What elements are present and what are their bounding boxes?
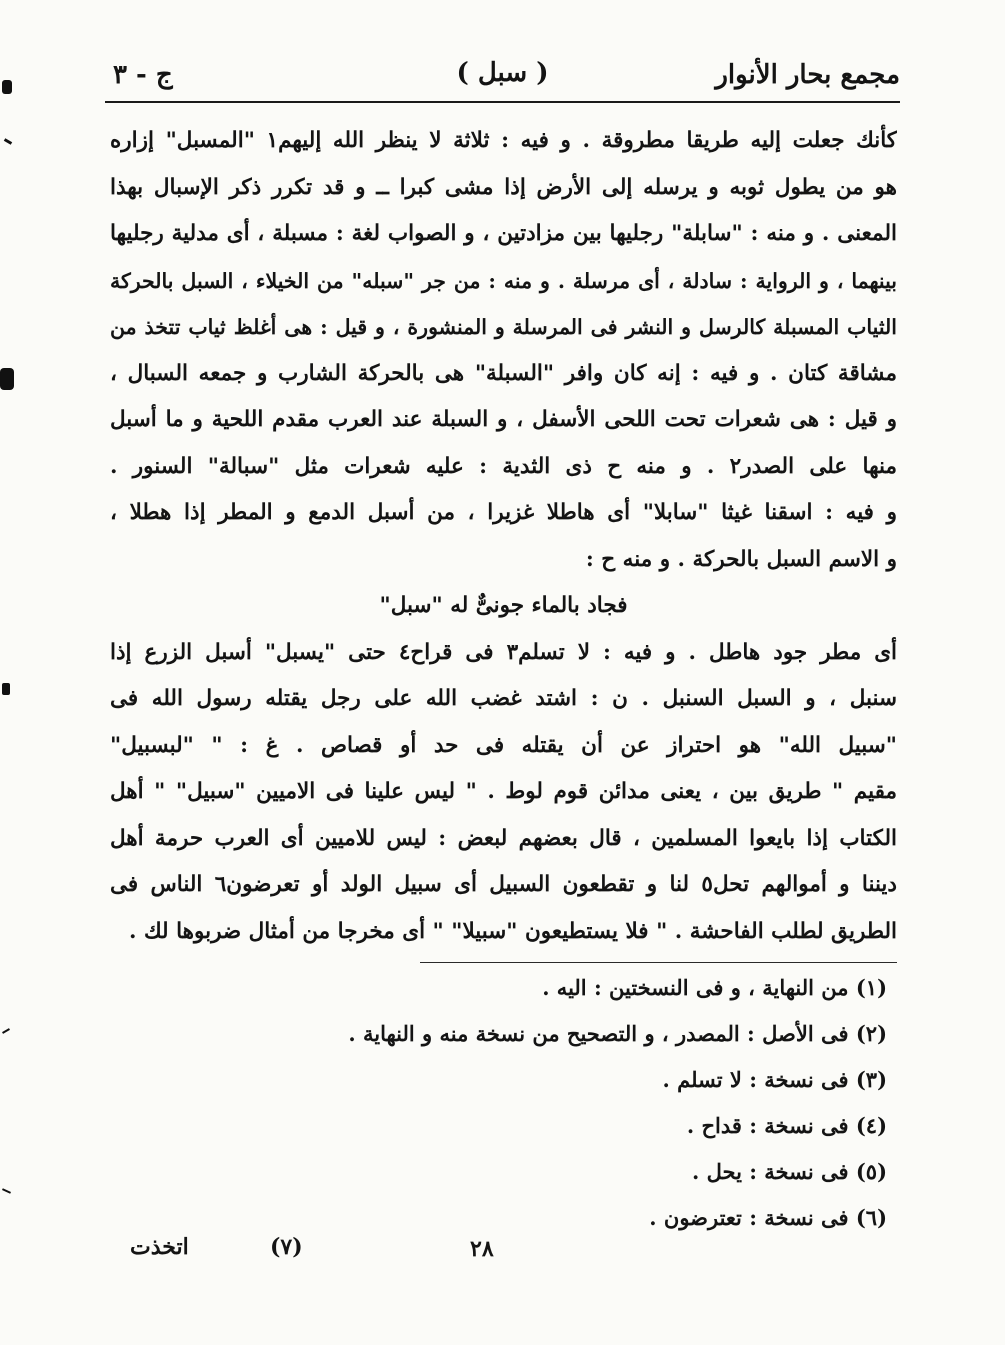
text-line: منها على الصدر٢ . و منه ح ذى الثدية : عليه شعرات مثل "سبالة" السنور . (110, 453, 897, 479)
text-line: و الاسم السبل بالحركة . و منه ح : (585, 546, 897, 572)
margin-mark (0, 368, 14, 390)
text-line: "سبيل الله" هو احتراز عن أن يقتله فى حد أو قصاص . غ : " "لبسبيل" (110, 732, 897, 758)
signature-mark: (٧) (270, 1234, 303, 1260)
text-line: الطريق لطلب الفاحشة . " فلا يستطيعون "سبيلا" " أى مخرجا من أمثال ضربوها لك . (128, 918, 897, 944)
text-line: أى مطر جود هاطل . و فيه : لا تسلم٣ فى قراح٤ حتى "يسبل" أسبل الزرع إذا (110, 639, 897, 665)
margin-mark (2, 1188, 11, 1194)
text-line: هو من يطول ثوبه و يرسله إلى الأرض إذا مشى كبرا ــ و قد تكرر ذكر الإسبال بهذا (110, 174, 897, 200)
main-text (110, 118, 897, 955)
text-line: المعنى . و منه : "سابلة" رجليها بين مزادتين ، و الصواب لغة : مسبلة ، أى مدلية رجليها (110, 221, 897, 246)
text-line: بينهما ، و الرواية : سادلة ، أى مرسلة . و منه : من جر "سبله" من الخيلاء ، السبل بالحركة (110, 268, 897, 293)
text-line: الثياب المسبلة كالرسل و النشر فى المرسلة و المنشورة ، و قيل : هى أغلظ ثياب تتخذ من (110, 315, 897, 339)
catchword: اتخذت (130, 1234, 189, 1260)
entry-heading: ( سبل ) (456, 58, 549, 88)
page-footer (130, 1230, 730, 1270)
verse-quote: فجاد بالماء جونىٌّ له "سبل" (379, 593, 628, 618)
margin-mark (2, 1028, 10, 1034)
text-line: و قيل : هى شعرات تحت اللحى الأسفل ، و السبلة عند العرب مقدم اللحية و ما أسبل (110, 407, 897, 432)
footnotes (300, 965, 887, 1241)
margin-mark (2, 683, 10, 695)
footnote: (١) من النهاية ، و فى النسختين : اليه . (542, 975, 887, 1000)
footnote: (٢) فى الأصل : المصدر ، و التصحيح من نسخة منه و النهاية . (348, 1021, 887, 1046)
text-line: مقيم " طريق بين ، يعنى مدائن قوم لوط . " ليس علينا فى الاميين "سبيل" " أهل (110, 779, 897, 804)
margin-mark (2, 80, 12, 94)
footnote-rule (420, 962, 897, 963)
text-line: كأنك جعلت إليه طريقا مطروقة . و فيه : ثلاثة لا ينظر الله إليهم١ "المسبل" إزاره (110, 128, 897, 153)
text-line: مشاقة كتان . و فيه : إنه كان وافر "السبلة" هى بالحركة الشارب و جمعه السبال ، (110, 360, 897, 386)
footnote: (٦) فى نسخة : تعترضون . (649, 1205, 887, 1230)
footnote: (٣) فى نسخة : لا تسلم . (662, 1067, 887, 1092)
header-rule (105, 101, 900, 103)
text-line: ديننا و أموالهم تحل٥ لنا و تقطعون السبيل أى سبيل الولد أو تعرضون٦ الناس فى (110, 872, 897, 897)
running-header (105, 52, 900, 98)
text-line: سنبل ، و السبل السنبل . ن : اشتد غضب الله على رجل يقتله رسول الله فى (110, 686, 897, 711)
text-line: و فيه : اسقنا غيثا "سابلا" أى هاطلا غزيرا ، من أسبل الدمع و المطر إذا هطلا ، (110, 500, 897, 525)
book-title: مجمع بحار الأنوار (715, 60, 900, 90)
footnote: (٤) فى نسخة : قداح . (686, 1113, 887, 1138)
margin-mark (4, 138, 12, 145)
page-number: ٢٨ (470, 1236, 494, 1262)
volume-label: ج - ٣ (113, 60, 173, 90)
footnote: (٥) فى نسخة : يحل . (691, 1159, 887, 1184)
text-line: الكتاب إذا بايعوا المسلمين ، قال بعضهم لبعض : ليس للاميين أى العرب حرمة أهل (110, 825, 897, 851)
